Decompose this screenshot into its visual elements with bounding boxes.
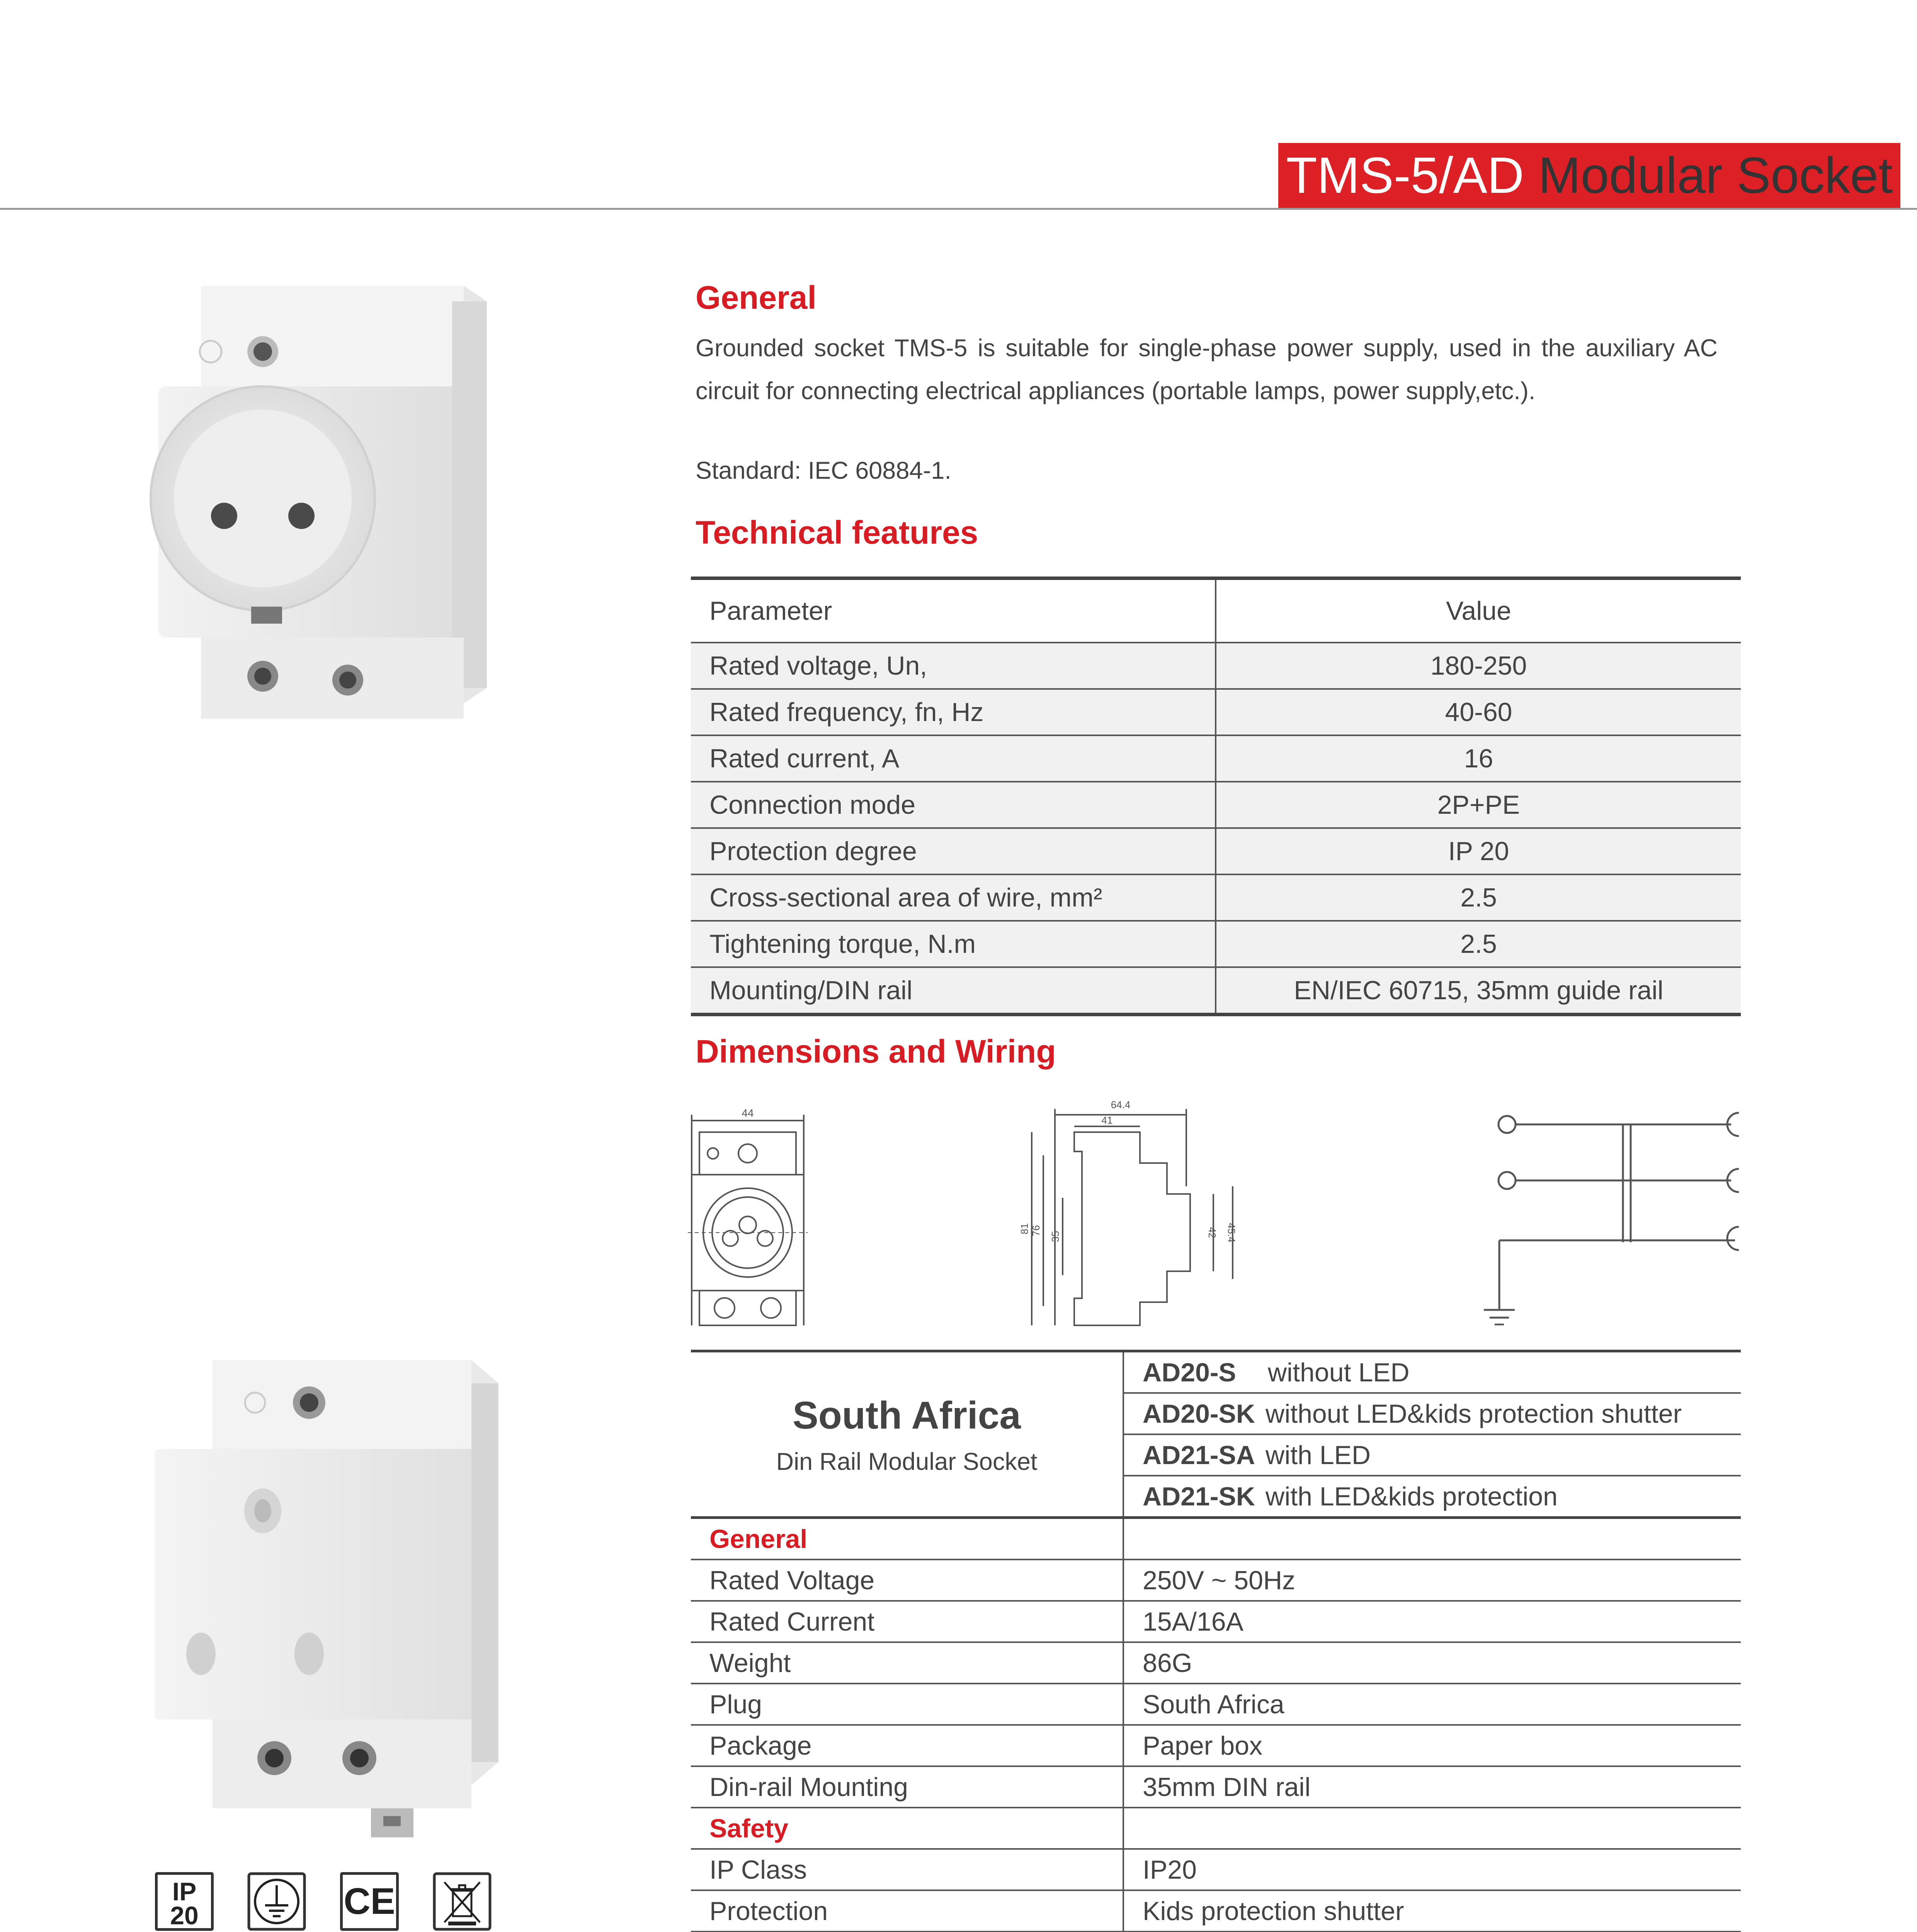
spec-key: IP Class <box>691 1849 1123 1890</box>
table-row <box>691 967 1741 1015</box>
col-value: Value <box>1216 578 1741 643</box>
tech-heading: Technical features <box>696 514 978 551</box>
param-cell: Connection mode <box>691 782 1216 828</box>
dims1-side-h3: 35 <box>1050 1231 1061 1242</box>
spec-key: Plug <box>691 1684 1123 1725</box>
title-product: Modular Socket <box>1538 147 1893 204</box>
value-cell: 2.5 <box>1216 874 1741 921</box>
empty-cell <box>1123 1518 1741 1560</box>
south-africa-table <box>691 1350 1741 1932</box>
table-row <box>691 689 1741 735</box>
value-cell: IP 20 <box>1216 828 1741 874</box>
param-cell: Rated frequency, fn, Hz <box>691 689 1216 735</box>
schuko-socket-image <box>147 278 502 730</box>
ip-rating: 20 <box>170 1901 199 1930</box>
model-desc: without LED&kids protection shutter <box>1266 1399 1682 1429</box>
spec-value: 35mm DIN rail <box>1123 1766 1741 1808</box>
table-row <box>691 1642 1741 1684</box>
ce-mark-icon: CE <box>340 1872 399 1931</box>
table-row <box>691 1601 1741 1642</box>
dims1-side-total: 64.4 <box>1111 1099 1131 1111</box>
header-rule <box>0 208 1917 210</box>
model-code: AD20-S <box>1143 1357 1236 1387</box>
brand-title: South Africa <box>793 1393 1021 1437</box>
empty-cell <box>1123 1808 1741 1849</box>
section-row <box>691 1518 1741 1560</box>
section-general: General <box>691 1518 1123 1560</box>
dims1-side-h4: 42 <box>1206 1227 1218 1238</box>
table-row <box>691 1684 1741 1725</box>
table-row <box>691 1766 1741 1808</box>
value-cell: 16 <box>1216 735 1741 782</box>
table-row <box>691 921 1741 967</box>
param-cell: Tightening torque, N.m <box>691 921 1216 967</box>
value-cell: EN/IEC 60715, 35mm guide rail <box>1216 967 1741 1015</box>
dims1-side-h2: 76 <box>1030 1225 1042 1236</box>
model-cell <box>1123 1434 1741 1476</box>
weee-bin-icon <box>433 1872 492 1931</box>
section-row <box>691 1808 1741 1849</box>
table-row <box>691 874 1741 921</box>
spec-key: Din-rail Mounting <box>691 1766 1123 1808</box>
spec-key: Package <box>691 1725 1123 1766</box>
ground-symbol-icon <box>247 1872 306 1931</box>
ip-label: IP <box>172 1877 197 1906</box>
model-cell <box>1123 1476 1741 1518</box>
dims1-side-h1: 81 <box>1019 1223 1030 1235</box>
general-standard: Standard: IEC 60884-1. <box>696 457 951 484</box>
param-cell: Cross-sectional area of wire, mm² <box>691 874 1216 921</box>
value-cell: 2P+PE <box>1216 782 1741 828</box>
spec-key: Protection <box>691 1890 1123 1932</box>
dims1-side-drawing <box>1016 1097 1271 1333</box>
spec-value: Paper box <box>1123 1725 1741 1766</box>
value-cell: 2.5 <box>1216 921 1741 967</box>
value-cell: 40-60 <box>1216 689 1741 735</box>
param-cell: Protection degree <box>691 828 1216 874</box>
spec-value: IP20 <box>1123 1849 1741 1890</box>
spec-value: South Africa <box>1123 1684 1741 1725</box>
model-cell <box>1123 1393 1741 1434</box>
model-code: AD20-SK <box>1143 1399 1255 1429</box>
model-desc: with LED&kids protection <box>1266 1481 1558 1511</box>
model-code: AD21-SK <box>1143 1481 1255 1511</box>
general-heading: General <box>696 279 816 316</box>
spec-key: Weight <box>691 1642 1123 1684</box>
dims1-side-h5: 45.4 <box>1226 1223 1237 1243</box>
brand-cell <box>691 1351 1123 1518</box>
table-row <box>691 1849 1741 1890</box>
brand-subtitle: Din Rail Modular Socket <box>776 1448 1038 1475</box>
table-row <box>691 782 1741 828</box>
spec-value: Kids protection shutter <box>1123 1890 1741 1932</box>
table-row <box>691 1890 1741 1932</box>
spec-value: 250V ~ 50Hz <box>1123 1560 1741 1601</box>
dims1-side-top: 41 <box>1101 1114 1113 1126</box>
value-cell: 180-250 <box>1216 643 1741 689</box>
tech-table <box>691 577 1741 1016</box>
model-code: AD21-SA <box>1143 1440 1255 1470</box>
col-parameter: Parameter <box>691 578 1216 643</box>
table-row <box>691 1725 1741 1766</box>
table-row <box>691 643 1741 689</box>
table-row <box>691 1351 1741 1393</box>
dims1-wiring-diagram <box>1476 1109 1747 1325</box>
model-desc: with LED <box>1266 1440 1371 1470</box>
spec-key: Rated Voltage <box>691 1560 1123 1601</box>
tech-table-header <box>691 578 1741 643</box>
south-africa-socket-image <box>147 1352 514 1847</box>
dims1-front-width: 44 <box>742 1107 754 1119</box>
spec-key: Rated Current <box>691 1601 1123 1642</box>
param-cell: Rated current, A <box>691 735 1216 782</box>
ip20-icon <box>155 1872 214 1931</box>
title-model: TMS-5/AD <box>1286 147 1524 204</box>
title-banner <box>1278 143 1900 208</box>
table-row <box>691 828 1741 874</box>
model-desc: without LED <box>1268 1357 1410 1387</box>
spec-value: 86G <box>1123 1642 1741 1684</box>
param-cell: Mounting/DIN rail <box>691 967 1216 1015</box>
param-cell: Rated voltage, Un, <box>691 643 1216 689</box>
spec-value: 15A/16A <box>1123 1601 1741 1642</box>
general-description: Grounded socket TMS-5 is suitable for single-phase power supply, used in the auxiliary AC circuit for connecting electrical appliances (portable lamps, power supply,etc.). <box>696 335 1718 405</box>
section-safety: Safety <box>691 1808 1123 1849</box>
table-row <box>691 1560 1741 1601</box>
model-cell <box>1123 1351 1741 1393</box>
dims1-heading: Dimensions and Wiring <box>696 1033 1056 1070</box>
dims1-front-drawing <box>688 1105 808 1329</box>
table-row <box>691 735 1741 782</box>
